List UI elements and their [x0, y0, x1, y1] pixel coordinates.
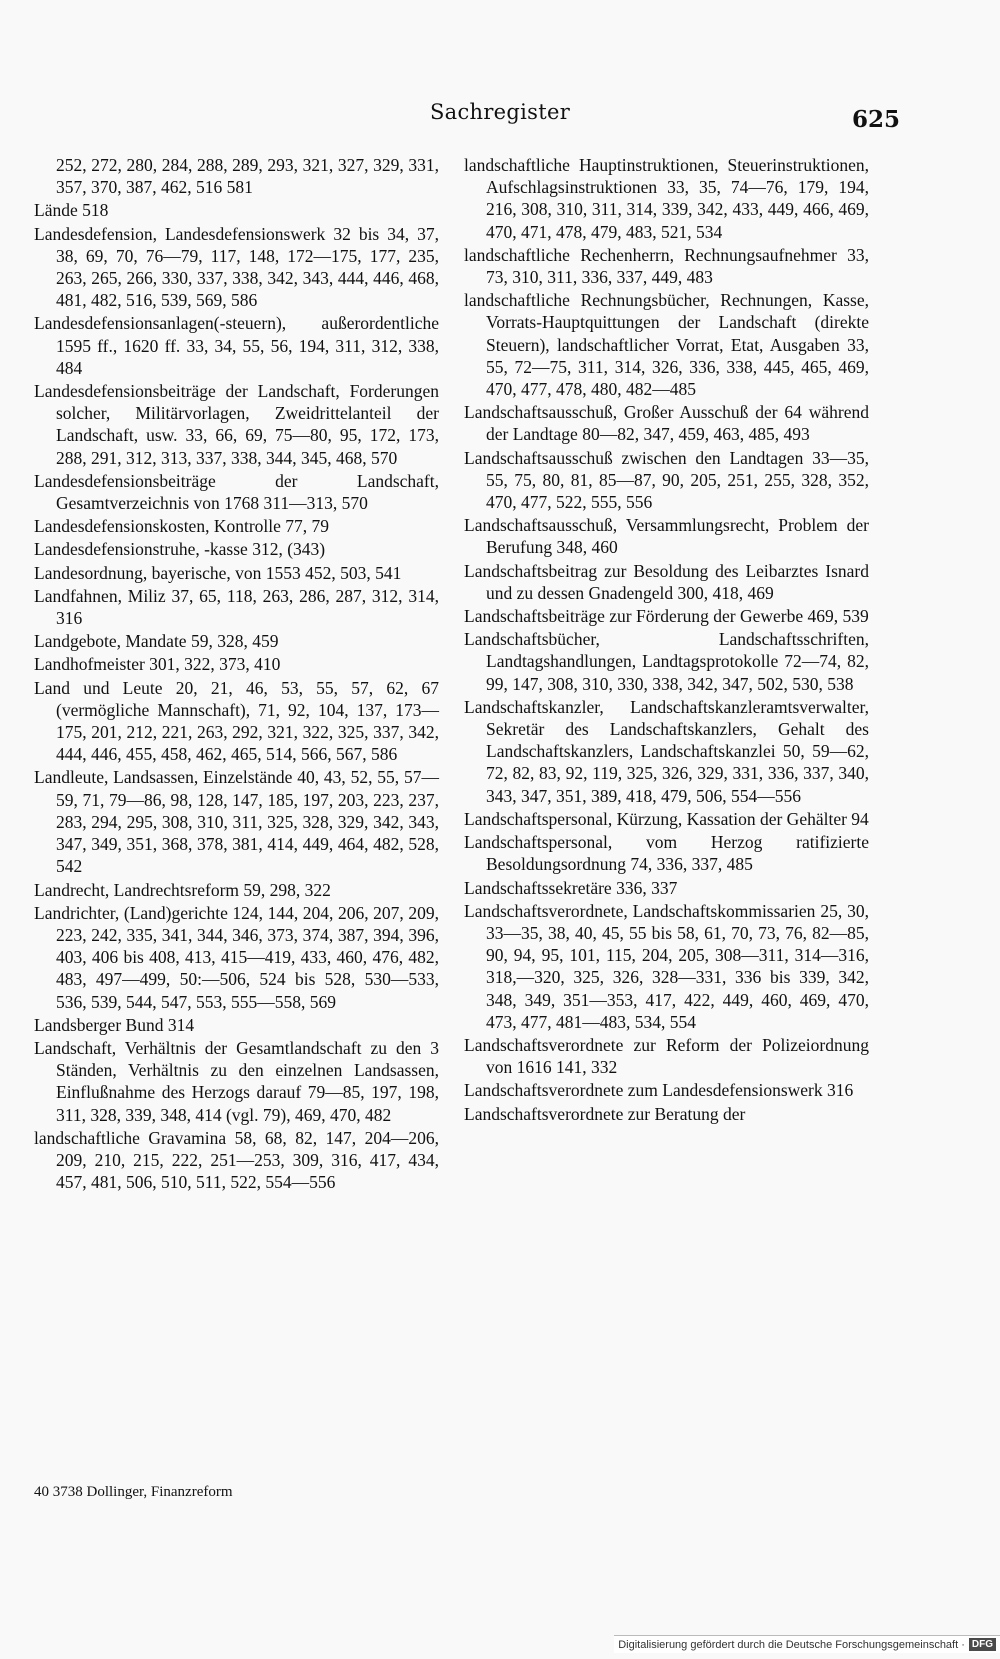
index-entry: Landhofmeister 301, 322, 373, 410: [34, 654, 281, 675]
index-entry: Landesdefensionskosten, Kontrolle 77, 79: [34, 516, 330, 537]
index-entry: Landfahnen, Miliz 37, 65, 118, 263, 286, 287, 312, 314, 316: [34, 585, 439, 629]
index-entry: Landschaftsausschuß, Versammlungsrecht, Problem der Berufung 348, 460: [464, 515, 869, 558]
index-entry: Landschaftspersonal, vom Herzog ratifizierte Besoldungsordnung 74, 336, 337, 485: [464, 832, 869, 875]
index-entry: Landsberger Bund 314: [34, 1014, 195, 1035]
index-entry: Landgebote, Mandate 59, 328, 459: [34, 631, 279, 652]
index-entry: Landschaftsbeitrag zur Besoldung des Leibarztes Isnard und zu dessen Gnadengeld 300, 418, 469: [464, 560, 869, 603]
page-header-title: Sachregister: [429, 100, 571, 124]
index-entry: Landschaftsbeiträge zur Förderung der Gewerbe 469, 539: [464, 606, 869, 627]
index-column-left: [34, 154, 439, 1194]
index-entry: landschaftliche Gravamina 58, 68, 82, 147, 204—206, 209, 210, 215, 222, 251—253, 309, 316, 417, 434, 457, 481, 506, 510, 511, 522, 554—556: [34, 1127, 439, 1193]
index-entry: Land und Leute 20, 21, 46, 53, 55, 57, 62, 67 (vermögliche Mannschaft), 71, 92, 104, 137, 173—175, 201, 212, 221, 263, 292, 321, 322, 325, 337, 342, 444, 446, 455, 458, 462, 465, 514, 566, 567, 586: [34, 677, 439, 765]
index-entry: Landesordnung, bayerische, von 1553 452, 503, 541: [34, 562, 402, 583]
index-column-right: [464, 154, 869, 1126]
index-entry: Landrecht, Landrechtsreform 59, 298, 322: [34, 879, 331, 900]
index-entry: Landschaftsverordnete, Landschaftskommissarien 25, 30, 33—35, 38, 40, 45, 55 bis 58, 61, 70, 73, 76, 82—85, 90, 94, 95, 101, 115, 204, 205, 308—311, 314—316, 318,—320, 325, 326, 328—331, 336 bis 339, 342, 348, 349, 351—353, 417, 422, 449, 460, 469, 470, 473, 477, 481—483, 534, 554: [464, 900, 869, 1032]
index-entry: Landesdefensionsanlagen(-steuern), außerordentliche 1595 ff., 1620 ff. 33, 34, 55, 56, 194, 311, 312, 338, 484: [34, 313, 439, 378]
index-entry: Landschaftskanzler, Landschaftskanzleramtsverwalter, Sekretär des Landschaftskanzlers, Gehalt des Landschaftskanzlers, Landschaftskanzlei 50, 59—62, 72, 82, 83, 92, 119, 325, 326, 329, 331, 336, 337, 340, 343, 347, 351, 389, 418, 479, 506, 554—556: [464, 696, 869, 806]
printer-signature-line: 40 3738 Dollinger, Finanzreform: [34, 1484, 233, 1500]
index-entry: Landesdefensionstruhe, -kasse 312, (343): [34, 539, 326, 560]
index-entry: Landschaftsverordnete zum Landesdefensionswerk 316: [464, 1080, 854, 1101]
index-entry: Landschaft, Verhältnis der Gesamtlandschaft zu den 3 Ständen, Verhältnis zu den einzelnen Landsassen, Einflußnahme des Herzogs darauf 79—85, 197, 198, 311, 328, 339, 348, 414 (vgl. 79), 469, 470, 482: [34, 1037, 439, 1125]
index-entry: Landschaftsbücher, Landschaftsschriften, Landtagshandlungen, Landtagsprotokolle 72—74, 82, 99, 147, 308, 310, 330, 338, 342, 347, 502, 530, 538: [464, 629, 869, 694]
credit-text: Digitalisierung gefördert durch die Deutsche Forschungsgemeinschaft ·: [618, 1638, 965, 1651]
index-entry: Landrichter, (Land)gerichte 124, 144, 204, 206, 207, 209, 223, 242, 335, 341, 344, 346, 373, 374, 387, 394, 396, 403, 406 bis 408, 413, 415—419, 433, 460, 476, 482, 483, 497—499, 50:—506, 524 bis 528, 530—533, 536, 539, 544, 547, 553, 555—558, 569: [34, 902, 439, 1012]
index-entry: Landleute, Landsassen, Einzelstände 40, 43, 52, 55, 57—59, 71, 79—86, 98, 128, 147, 185, 197, 203, 223, 237, 283, 294, 295, 308, 310, 311, 325, 328, 329, 342, 343, 347, 349, 351, 368, 378, 381, 414, 449, 464, 482, 528, 542: [34, 767, 439, 877]
index-entry: Landschaftspersonal, Kürzung, Kassation der Gehälter 94: [464, 808, 869, 829]
index-entry: Lände 518: [34, 200, 109, 221]
index-entry: Landschaftssekretäre 336, 337: [464, 877, 678, 898]
index-entry: landschaftliche Hauptinstruktionen, Steuerinstruktionen, Aufschlagsinstruktionen 33, 35, 74—76, 179, 194, 216, 308, 310, 311, 314, 339, 342, 433, 449, 466, 469, 470, 471, 478, 479, 483, 521, 534: [464, 155, 869, 242]
index-continuation: 252, 272, 280, 284, 288, 289, 293, 321, 327, 329, 331, 357, 370, 387, 462, 516 581: [56, 155, 439, 198]
index-entry: Landesdefensionsbeiträge der Landschaft, Gesamtverzeichnis von 1768 311—313, 570: [34, 470, 439, 514]
digitization-credit: [614, 1635, 1000, 1653]
index-entry: Landschaftsausschuß, Großer Ausschuß der 64 während der Landtage 80—82, 347, 459, 463, 485, 493: [464, 402, 869, 445]
index-entry: Landesdefensionsbeiträge der Landschaft, Forderungen solcher, Militärvorlagen, Zweidrittelanteil der Landschaft, usw. 33, 66, 69, 75—80, 95, 172, 173, 288, 291, 312, 313, 337, 338, 344, 345, 468, 570: [34, 381, 439, 468]
index-entry: landschaftliche Rechenherrn, Rechnungsaufnehmer 33, 73, 310, 311, 336, 337, 449, 483: [464, 244, 869, 288]
index-entry: Landschaftsverordnete zur Reform der Polizeiordnung von 1616 141, 332: [464, 1034, 869, 1078]
index-entry: landschaftliche Rechnungsbücher, Rechnungen, Kasse, Vorrats-Hauptquittungen der Landschaft (direkte Steuern), landschaftlicher Vorrat, Etat, Ausgaben 33, 55, 72—75, 311, 314, 326, 336, 338, 445, 465, 469, 470, 477, 478, 480, 482—485: [464, 290, 869, 400]
index-entry: Landschaftsausschuß zwischen den Landtagen 33—35, 55, 75, 80, 81, 85—87, 90, 205, 251, 255, 328, 352, 470, 477, 522, 555, 556: [464, 447, 869, 513]
page-number: 625: [851, 106, 900, 133]
dfg-logo-icon: DFG: [969, 1638, 996, 1651]
index-entry: Landesdefension, Landesdefensionswerk 32 bis 34, 37, 38, 69, 70, 76—79, 117, 148, 172—175, 177, 235, 263, 265, 266, 330, 337, 338, 342, 343, 444, 446, 468, 481, 482, 516, 539, 569, 586: [34, 223, 439, 311]
index-entry: Landschaftsverordnete zur Beratung der: [464, 1103, 746, 1124]
